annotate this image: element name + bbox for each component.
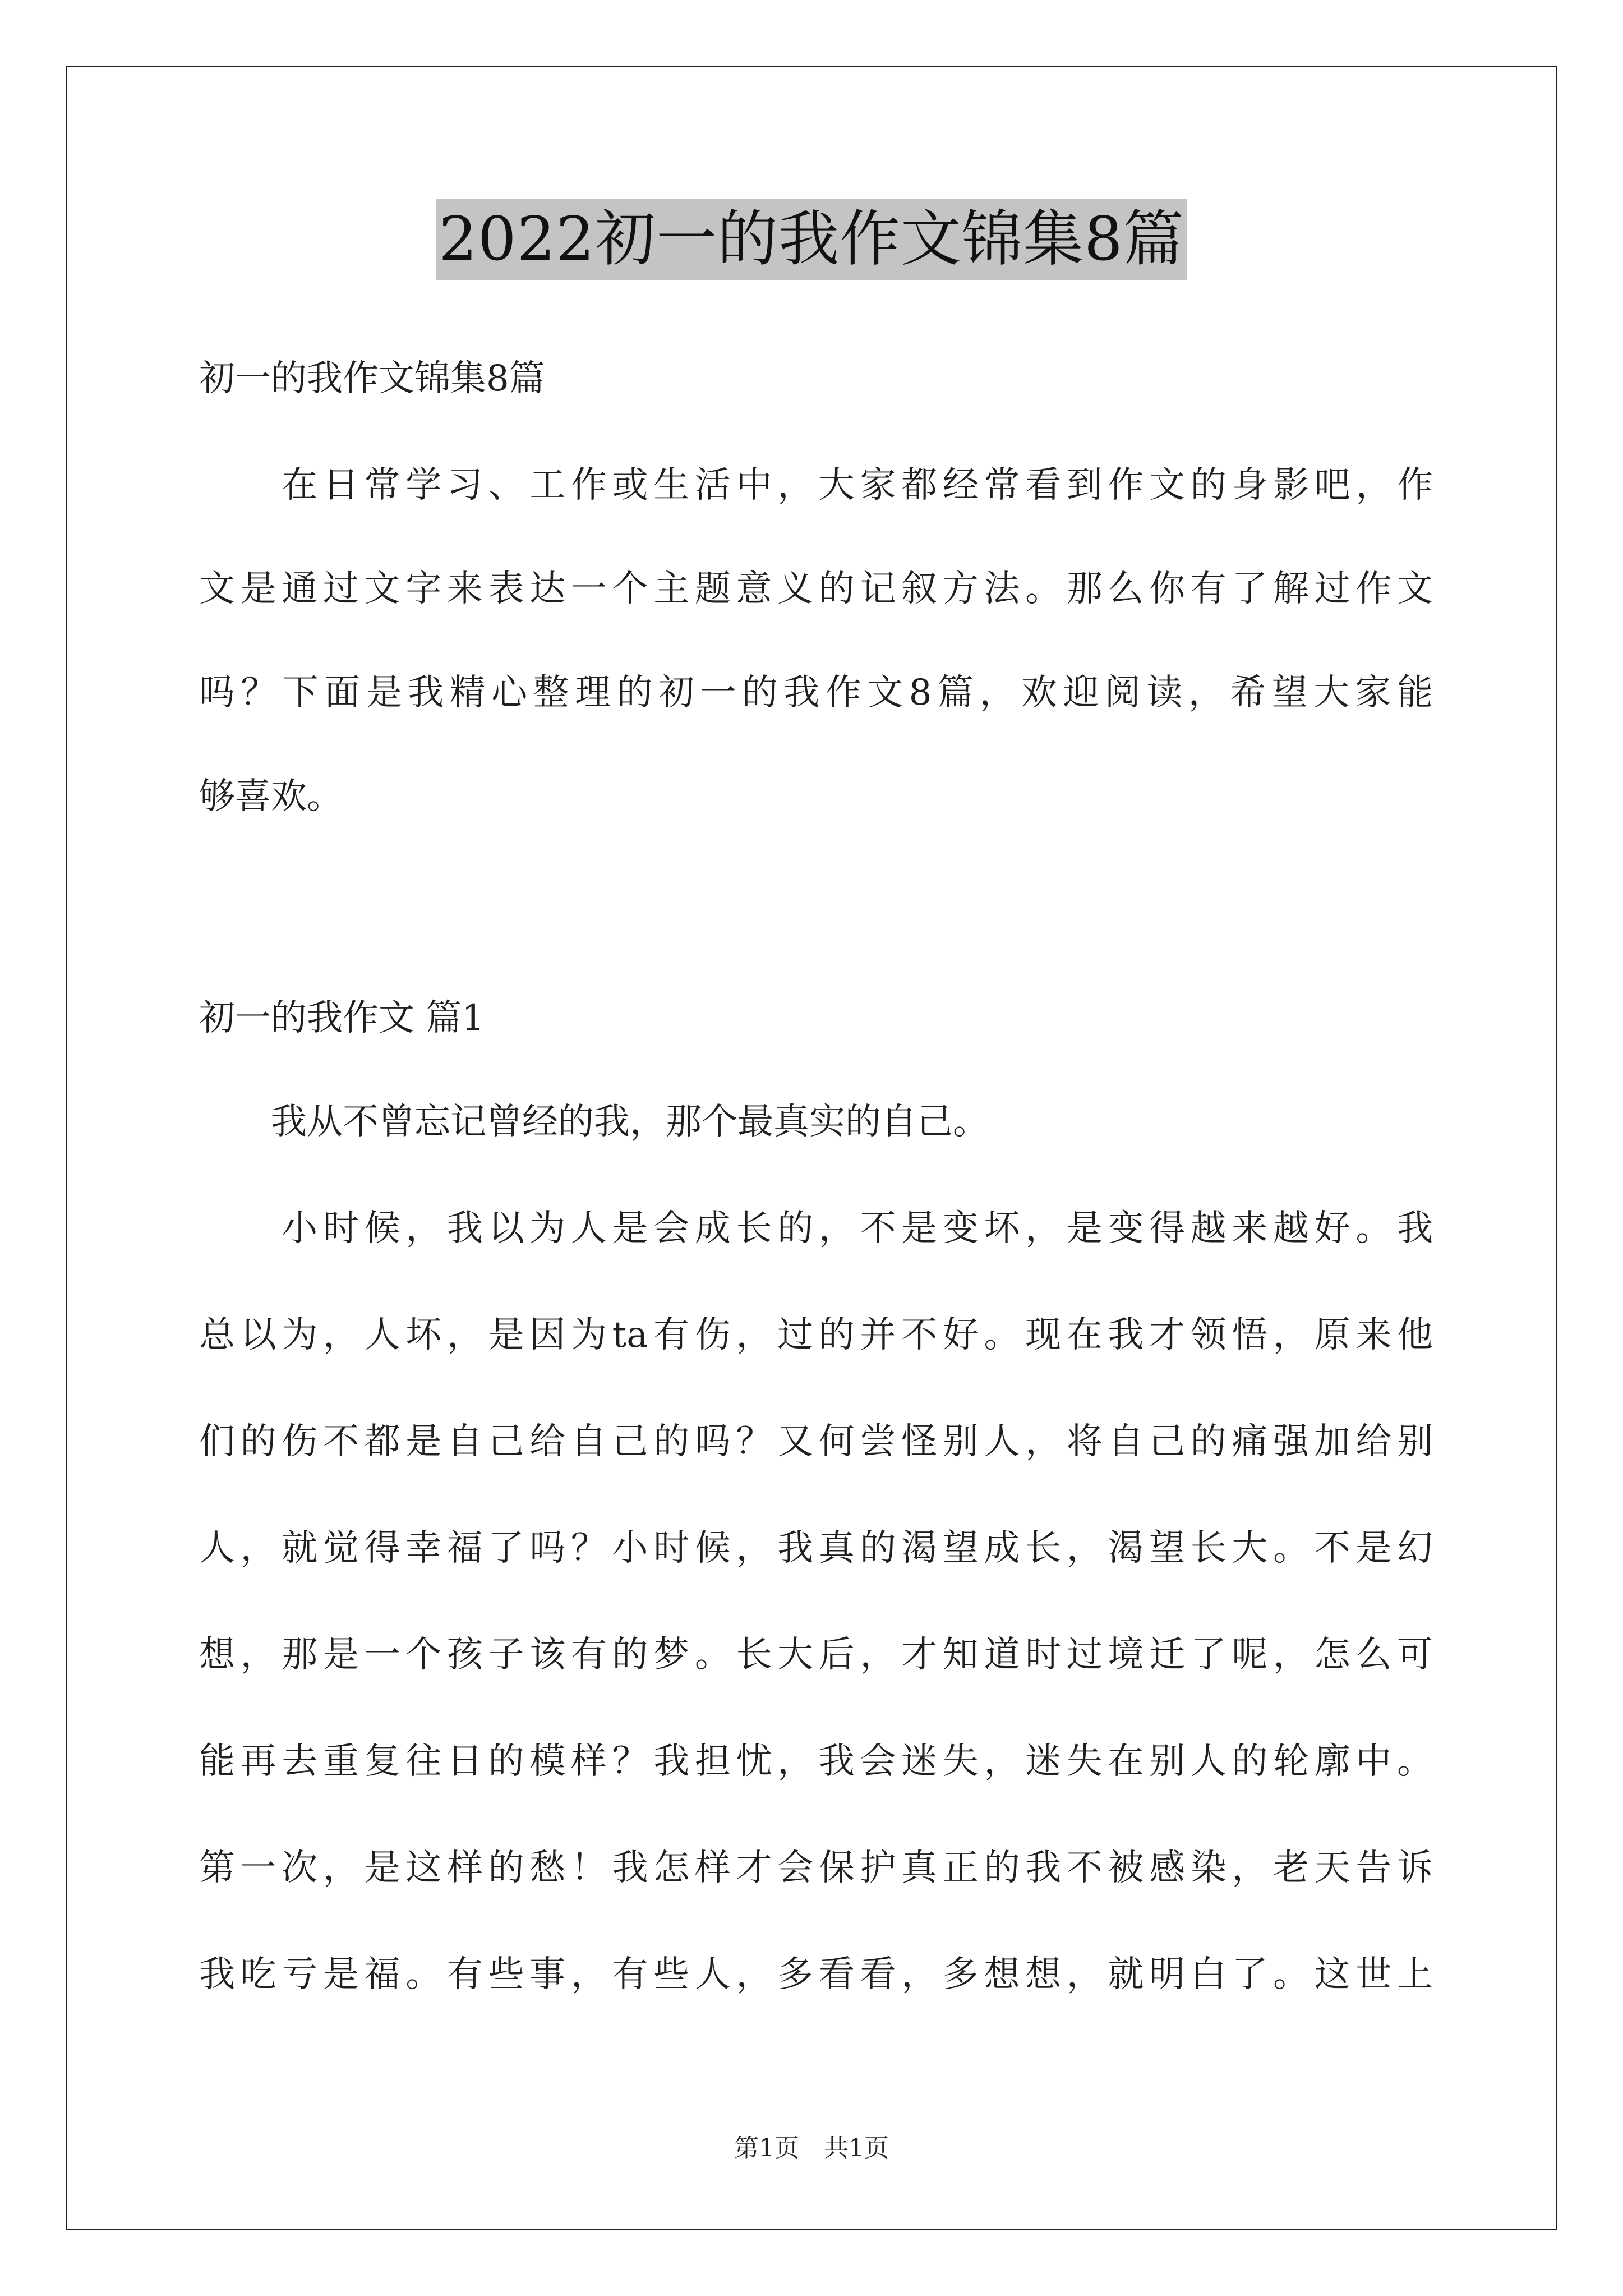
paragraph-line: 我从不曾忘记曾经的我，那个最真实的自己。 — [199, 1101, 989, 1143]
paragraph-line: 在日常学习、工作或生活中，大家都经常看到作文的身影吧，作 — [199, 464, 1433, 506]
subtitle-line: 初一的我作文锦集8篇 — [199, 358, 545, 399]
paragraph-line: 够喜欢。 — [199, 776, 343, 817]
paragraph-line: 能再去重复往日的模样？我担忧，我会迷失，迷失在别人的轮廓中。 — [199, 1741, 1433, 1782]
section-heading: 初一的我作文 篇1 — [199, 997, 485, 1039]
paragraph-line: 人，就觉得幸福了吗？小时候，我真的渴望成长，渴望长大。不是幻 — [199, 1527, 1433, 1569]
paragraph-line: 我吃亏是福。有些事，有些人，多看看，多想想，就明白了。这世上 — [199, 1954, 1433, 1995]
paragraph-line: 吗？下面是我精心整理的初一的我作文8篇，欢迎阅读，希望大家能 — [199, 672, 1433, 714]
document-title: 2022初一的我作文锦集8篇 — [436, 199, 1187, 280]
paragraph-line: 总以为，人坏，是因为ta有伤，过的并不好。现在我才领悟，原来他 — [199, 1314, 1433, 1356]
paragraph-line: 们的伤不都是自己给自己的吗？又何尝怪别人，将自己的痛强加给别 — [199, 1421, 1433, 1462]
paragraph-line: 小时候，我以为人是会成长的，不是变坏，是变得越来越好。我 — [199, 1208, 1433, 1249]
title-container — [0, 199, 1623, 280]
paragraph-line: 想，那是一个孩子该有的梦。长大后，才知道时过境迁了呢，怎么可 — [199, 1634, 1433, 1676]
page-footer: 第1页 共1页 — [734, 2134, 889, 2162]
paragraph-line: 第一次，是这样的愁！我怎样才会保护真正的我不被感染，老天告诉 — [199, 1847, 1433, 1889]
paragraph-line: 文是通过文字来表达一个主题意义的记叙方法。那么你有了解过作文 — [199, 568, 1433, 610]
